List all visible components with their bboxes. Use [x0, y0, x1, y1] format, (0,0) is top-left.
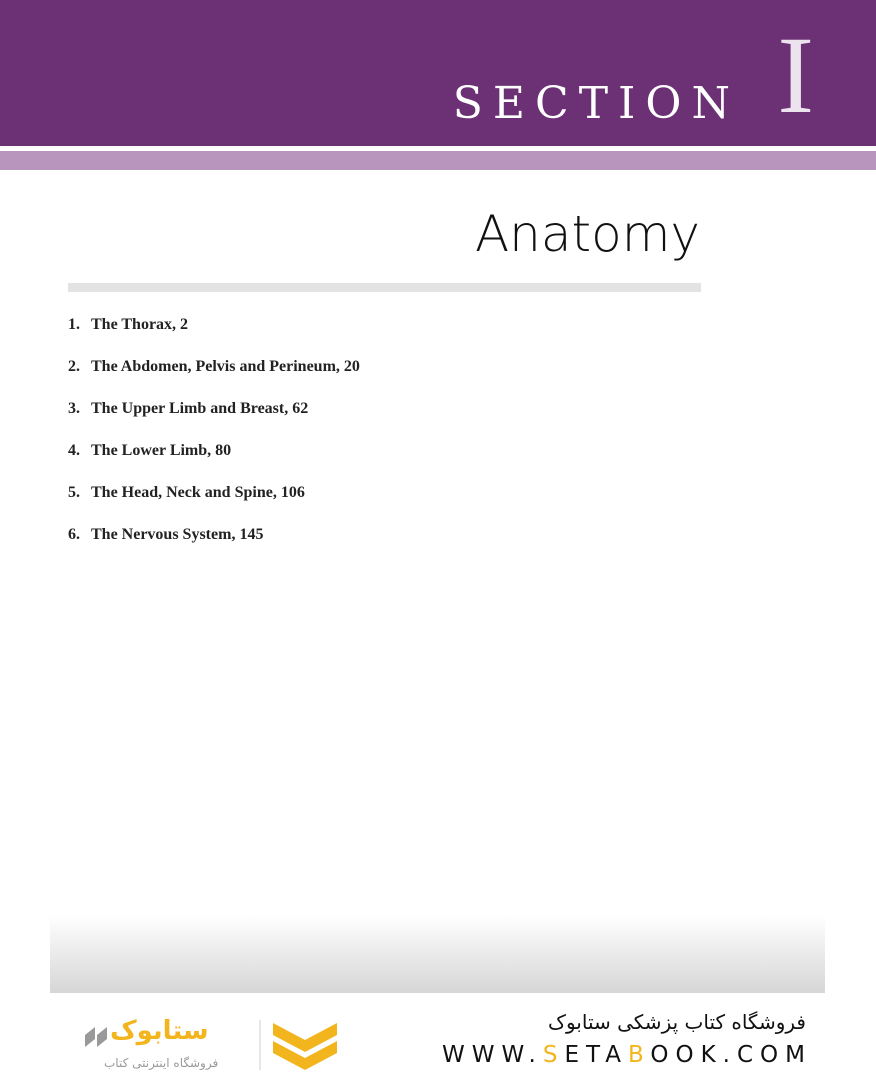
toc-number: 5. [68, 484, 80, 501]
toc-number: 4. [68, 442, 80, 459]
footer-shadow [50, 915, 825, 993]
toc-number: 6. [68, 526, 80, 543]
url-part: WWW. [441, 1042, 543, 1068]
toc-item[interactable] [68, 355, 360, 397]
store-name: فروشگاه کتاب پزشکی ستابوک [548, 1010, 806, 1034]
url-part: ETA [564, 1042, 629, 1068]
url-part: S [542, 1042, 565, 1068]
section-numeral: I [777, 14, 814, 136]
toc-text: The Abdomen, Pelvis and Perineum, 20 [91, 358, 360, 375]
section-header-band [0, 0, 876, 146]
title-rule [68, 283, 701, 292]
toc-item[interactable] [68, 481, 360, 523]
url-part: OOK.COM [650, 1042, 812, 1068]
toc-text: The Lower Limb, 80 [91, 442, 232, 459]
toc-number: 2. [68, 358, 80, 375]
toc-text: The Thorax, 2 [91, 316, 189, 333]
logo-text: ستابوک [110, 1016, 209, 1046]
section-label: SECTION [452, 78, 740, 129]
toc-number: 3. [68, 400, 80, 417]
toc-number: 1. [68, 316, 80, 333]
toc-text: The Head, Neck and Spine, 106 [91, 484, 305, 501]
toc-item[interactable] [68, 313, 360, 355]
logo-subtitle: فروشگاه اینترنتی کتاب [104, 1056, 219, 1070]
toc-item[interactable] [68, 523, 360, 565]
toc-item[interactable] [68, 397, 360, 439]
section-header-stripe [0, 151, 876, 170]
toc-text: The Upper Limb and Breast, 62 [91, 400, 309, 417]
page-title: Anatomy [474, 205, 700, 263]
table-of-contents [68, 313, 360, 565]
url-part: B [628, 1042, 651, 1068]
toc-item[interactable] [68, 439, 360, 481]
store-url[interactable] [442, 1042, 812, 1068]
toc-text: The Nervous System, 145 [91, 526, 264, 543]
